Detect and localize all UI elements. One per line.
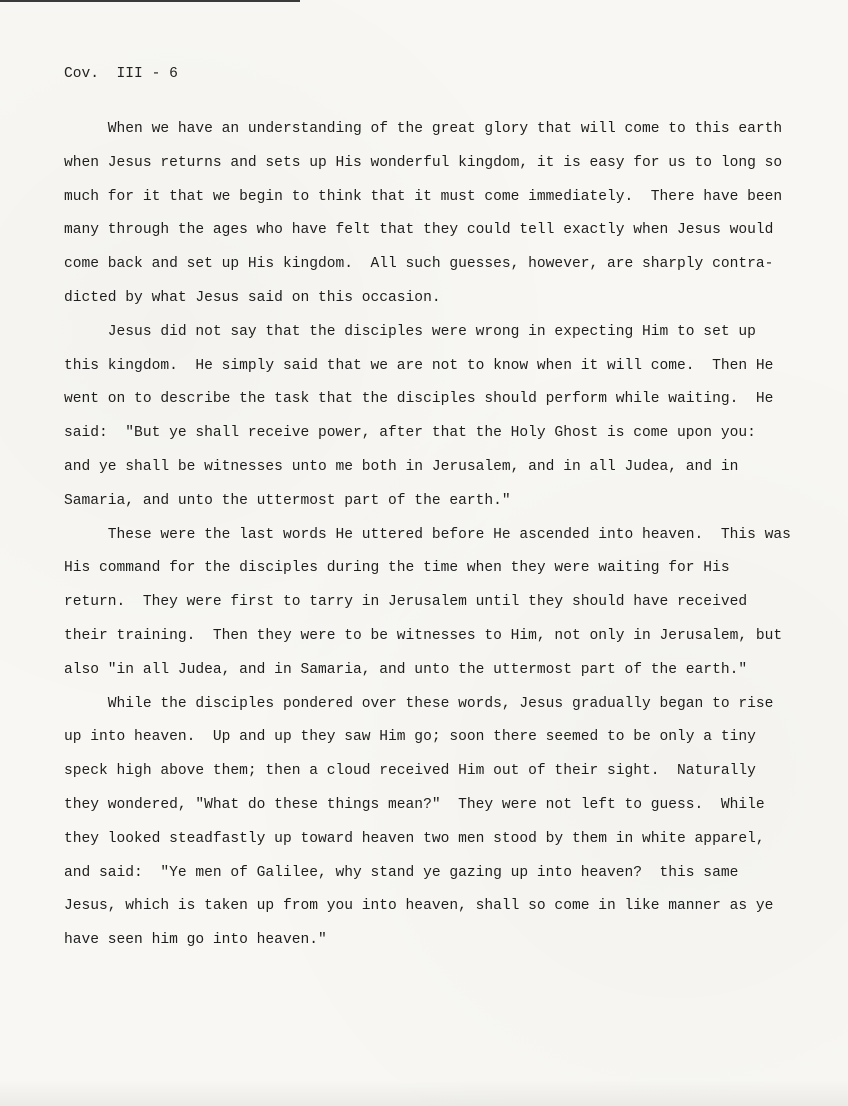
text-line: and ye shall be witnesses unto me both in Jerusalem, and in all Judea, and in (64, 458, 739, 475)
text-line: dicted by what Jesus said on this occasion. (64, 289, 441, 306)
text-line: come back and set up His kingdom. All such guesses, however, are sharply contra- (64, 256, 774, 273)
text-line: have seen him go into heaven." (64, 932, 327, 949)
paragraph-1 (64, 113, 784, 316)
scan-edge-rule (0, 0, 300, 2)
paragraph-4 (64, 688, 784, 958)
scan-bottom-shadow (0, 1080, 848, 1106)
text-line: return. They were first to tarry in Jerusalem until they should have received (64, 594, 748, 611)
text-line: their training. Then they were to be witnesses to Him, not only in Jerusalem, but (64, 627, 783, 644)
paragraph-2 (64, 316, 784, 519)
text-line: When we have an understanding of the great glory that will come to this earth (64, 121, 783, 137)
text-line: up into heaven. Up and up they saw Him go; soon there seemed to be only a tiny (64, 729, 756, 746)
text-line: went on to describe the task that the disciples should perform while waiting. He (64, 391, 774, 408)
paragraph-3 (64, 519, 791, 688)
text-line: While the disciples pondered over these words, Jesus gradually began to rise (64, 695, 774, 712)
text-line: Jesus, which is taken up from you into heaven, shall so come in like manner as ye (64, 898, 774, 915)
text-line: much for it that we begin to think that it must come immediately. There have been (64, 188, 783, 205)
body-text (64, 113, 791, 958)
text-line: they looked steadfastly up toward heaven two men stood by them in white apparel, (64, 830, 765, 847)
text-line: and said: "Ye men of Galilee, why stand ye gazing up into heaven? this same (64, 864, 739, 881)
text-line: many through the ages who have felt that they could tell exactly when Jesus would (64, 222, 774, 239)
text-line: they wondered, "What do these things mean?" They were not left to guess. While (64, 796, 765, 813)
text-line: said: "But ye shall receive power, after that the Holy Ghost is come upon you: (64, 425, 756, 442)
text-line: Jesus did not say that the disciples were wrong in expecting Him to set up (64, 323, 756, 340)
text-line: His command for the disciples during the time when they were waiting for His (64, 560, 730, 577)
text-line: Samaria, and unto the uttermost part of the earth." (64, 492, 511, 509)
text-line: also "in all Judea, and in Samaria, and unto the uttermost part of the earth." (64, 661, 748, 678)
page-identifier: Cov. III - 6 (64, 66, 178, 82)
text-line: this kingdom. He simply said that we are not to know when it will come. Then He (64, 357, 774, 374)
text-line: when Jesus returns and sets up His wonderful kingdom, it is easy for us to long so (64, 154, 783, 171)
text-line: speck high above them; then a cloud received Him out of their sight. Naturally (64, 763, 756, 780)
text-line: These were the last words He uttered before He ascended into heaven. This was (64, 526, 791, 543)
